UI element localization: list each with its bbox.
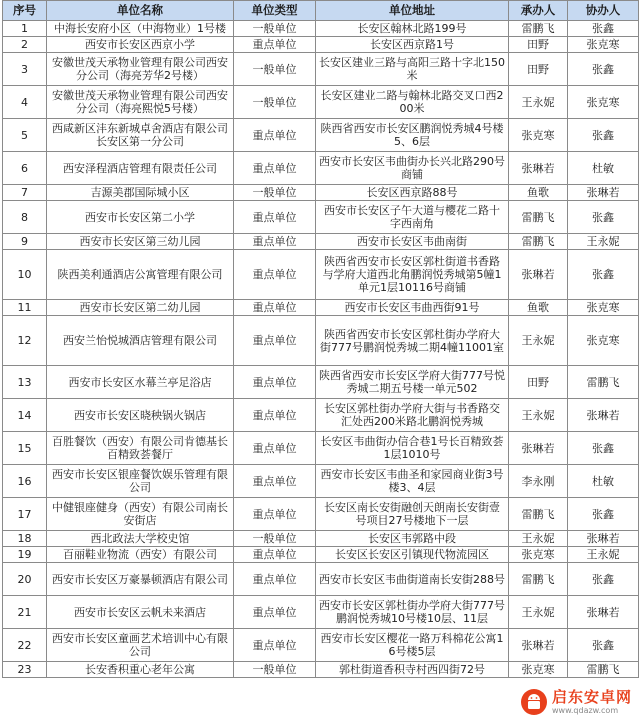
cell-assist: 张鑫 — [568, 563, 639, 596]
cell-address: 西安市长安区韦曲街道南长安街288号 — [316, 563, 509, 596]
cell-assist: 张克寒 — [568, 86, 639, 119]
cell-lead: 雷鹏飞 — [509, 234, 568, 250]
watermark — [518, 684, 636, 720]
cell-assist: 张琳若 — [568, 596, 639, 629]
cell-no: 13 — [3, 366, 47, 399]
cell-type: 一般单位 — [234, 86, 316, 119]
cell-address: 长安区西京路1号 — [316, 37, 509, 53]
cell-name: 安徽世茂天承物业管理有限公司西安分公司（海亮芳华2号楼） — [47, 53, 234, 86]
cell-no: 2 — [3, 37, 47, 53]
cell-no: 12 — [3, 316, 47, 366]
cell-no: 16 — [3, 465, 47, 498]
cell-name: 西北政法大学校史馆 — [47, 531, 234, 547]
cell-assist: 张琳若 — [568, 531, 639, 547]
table-row — [3, 662, 639, 678]
cell-type: 重点单位 — [234, 498, 316, 531]
cell-type: 重点单位 — [234, 201, 316, 234]
cell-lead: 雷鹏飞 — [509, 21, 568, 37]
cell-assist: 张琳若 — [568, 399, 639, 432]
header-assist: 协办人 — [568, 1, 639, 21]
cell-no: 17 — [3, 498, 47, 531]
cell-assist: 张克寒 — [568, 316, 639, 366]
cell-type: 重点单位 — [234, 316, 316, 366]
table-row — [3, 531, 639, 547]
cell-lead: 张克寒 — [509, 662, 568, 678]
cell-name: 西安市长安区云帆未来酒店 — [47, 596, 234, 629]
android-logo-icon — [520, 688, 548, 716]
cell-assist: 张克寒 — [568, 300, 639, 316]
watermark-title: 启东安卓网 — [551, 687, 632, 706]
cell-lead: 张琳若 — [509, 152, 568, 185]
cell-name: 西安市长安区西京小学 — [47, 37, 234, 53]
table-row — [3, 547, 639, 563]
cell-name: 西安兰怡悦城酒店管理有限公司 — [47, 316, 234, 366]
unit-table — [2, 0, 639, 678]
cell-name: 西安市长安区晓秧锅火锅店 — [47, 399, 234, 432]
cell-lead: 张琳若 — [509, 250, 568, 300]
cell-lead: 王永妮 — [509, 316, 568, 366]
table-row — [3, 498, 639, 531]
cell-no: 7 — [3, 185, 47, 201]
table-row — [3, 596, 639, 629]
watermark-url: www.qdazw.com — [551, 705, 619, 715]
table-row — [3, 201, 639, 234]
cell-type: 一般单位 — [234, 531, 316, 547]
cell-address: 长安区韦曲街办信合巷1号长百精致荟1层1010号 — [316, 432, 509, 465]
cell-name: 中健银座健身（西安）有限公司南长安街店 — [47, 498, 234, 531]
cell-type: 重点单位 — [234, 37, 316, 53]
cell-name: 吉源美郡国际城小区 — [47, 185, 234, 201]
cell-assist: 张琳若 — [568, 185, 639, 201]
cell-type: 一般单位 — [234, 53, 316, 86]
cell-address: 陕西省西安市长安区学府大街777号悦秀城二期五号楼一单元502 — [316, 366, 509, 399]
header-no: 序号 — [3, 1, 47, 21]
cell-assist: 张鑫 — [568, 432, 639, 465]
cell-type: 重点单位 — [234, 596, 316, 629]
cell-type: 一般单位 — [234, 185, 316, 201]
cell-address: 长安区郭杜街办学府大街与书香路交汇处西200米路北鹏润悦秀城 — [316, 399, 509, 432]
table-row — [3, 366, 639, 399]
cell-no: 6 — [3, 152, 47, 185]
header-name: 单位名称 — [47, 1, 234, 21]
table-row — [3, 399, 639, 432]
cell-no: 8 — [3, 201, 47, 234]
table-row — [3, 563, 639, 596]
cell-assist: 张鑫 — [568, 201, 639, 234]
cell-no: 14 — [3, 399, 47, 432]
cell-name: 陕西美利通酒店公寓管理有限公司 — [47, 250, 234, 300]
table-row — [3, 432, 639, 465]
cell-assist: 张鑫 — [568, 629, 639, 662]
cell-type: 重点单位 — [234, 465, 316, 498]
cell-name: 西安市长安区第二小学 — [47, 201, 234, 234]
cell-no: 19 — [3, 547, 47, 563]
cell-no: 18 — [3, 531, 47, 547]
cell-address: 长安区翰林北路199号 — [316, 21, 509, 37]
table-row — [3, 185, 639, 201]
cell-lead: 张琳若 — [509, 629, 568, 662]
table-body — [3, 21, 639, 678]
cell-assist: 王永妮 — [568, 234, 639, 250]
cell-type: 重点单位 — [234, 432, 316, 465]
table-row — [3, 119, 639, 152]
cell-lead: 张克寒 — [509, 547, 568, 563]
cell-name: 西安市长安区水幕兰亭足浴店 — [47, 366, 234, 399]
cell-assist: 雷鹏飞 — [568, 366, 639, 399]
cell-no: 11 — [3, 300, 47, 316]
cell-address: 西安市长安区郭杜街办学府大街777号鹏润悦秀城10号楼10层、11层 — [316, 596, 509, 629]
table-header-row — [3, 1, 639, 21]
table-row — [3, 465, 639, 498]
cell-address: 长安区建业二路与翰林北路交叉口西200米 — [316, 86, 509, 119]
cell-lead: 雷鹏飞 — [509, 498, 568, 531]
cell-no: 20 — [3, 563, 47, 596]
cell-lead: 田野 — [509, 53, 568, 86]
cell-address: 郭杜街道香积寺村西四街72号 — [316, 662, 509, 678]
cell-name: 西安泽程酒店管理有限责任公司 — [47, 152, 234, 185]
cell-assist: 张鑫 — [568, 119, 639, 152]
cell-lead: 王永妮 — [509, 596, 568, 629]
cell-name: 安徽世茂天承物业管理有限公司西安分公司（海亮熙悦5号楼） — [47, 86, 234, 119]
cell-no: 5 — [3, 119, 47, 152]
cell-address: 长安区西京路88号 — [316, 185, 509, 201]
cell-lead: 张克寒 — [509, 119, 568, 152]
cell-type: 重点单位 — [234, 547, 316, 563]
cell-address: 长安区韦郭路中段 — [316, 531, 509, 547]
cell-lead: 雷鹏飞 — [509, 563, 568, 596]
cell-name: 西安市长安区银座餐饮娱乐管理有限公司 — [47, 465, 234, 498]
header-lead: 承办人 — [509, 1, 568, 21]
table-row — [3, 37, 639, 53]
cell-address: 陕西省西安市长安区郭杜街办学府大街777号鹏润悦秀城二期4幢11001室 — [316, 316, 509, 366]
table-row — [3, 316, 639, 366]
cell-lead: 田野 — [509, 366, 568, 399]
cell-type: 重点单位 — [234, 234, 316, 250]
cell-no: 1 — [3, 21, 47, 37]
cell-lead: 鱼歌 — [509, 185, 568, 201]
cell-name: 西安市长安区第三幼儿园 — [47, 234, 234, 250]
cell-address: 西安市长安区韦曲西街91号 — [316, 300, 509, 316]
cell-type: 重点单位 — [234, 563, 316, 596]
cell-address: 长安区建业三路与高阳三路十字北150米 — [316, 53, 509, 86]
cell-type: 重点单位 — [234, 366, 316, 399]
cell-address: 西安市长安区韦曲圣和家园商业街3号楼3、4层 — [316, 465, 509, 498]
cell-name: 西咸新区沣东新城卓舍酒店有限公司长安区第一分公司 — [47, 119, 234, 152]
cell-assist: 雷鹏飞 — [568, 662, 639, 678]
cell-no: 15 — [3, 432, 47, 465]
cell-no: 23 — [3, 662, 47, 678]
cell-address: 长安区南长安街融创天朗南长安街壹号项目27号楼地下一层 — [316, 498, 509, 531]
cell-name: 西安市长安区万豪暴顿酒店有限公司 — [47, 563, 234, 596]
cell-no: 21 — [3, 596, 47, 629]
cell-address: 西安市长安区韦曲街办长兴北路290号商铺 — [316, 152, 509, 185]
table-row — [3, 300, 639, 316]
header-type: 单位类型 — [234, 1, 316, 21]
cell-name: 长安香积重心老年公寓 — [47, 662, 234, 678]
cell-address: 西安市长安区韦曲南街 — [316, 234, 509, 250]
cell-name: 西安市长安区童画艺术培训中心有限公司 — [47, 629, 234, 662]
table-row — [3, 629, 639, 662]
cell-address: 西安市长安区樱花一路万科棉花公寓16号楼5层 — [316, 629, 509, 662]
table-row — [3, 86, 639, 119]
cell-lead: 王永妮 — [509, 86, 568, 119]
table-row — [3, 250, 639, 300]
cell-assist: 张鑫 — [568, 250, 639, 300]
cell-lead: 张琳若 — [509, 432, 568, 465]
cell-type: 一般单位 — [234, 662, 316, 678]
cell-assist: 张鑫 — [568, 21, 639, 37]
table-row — [3, 53, 639, 86]
cell-no: 4 — [3, 86, 47, 119]
table-row — [3, 21, 639, 37]
header-address: 单位地址 — [316, 1, 509, 21]
cell-assist: 王永妮 — [568, 547, 639, 563]
cell-address: 长安区长安区引镇现代物流园区 — [316, 547, 509, 563]
cell-type: 一般单位 — [234, 21, 316, 37]
cell-lead: 李永刚 — [509, 465, 568, 498]
cell-address: 陕西省西安市长安区鹏润悦秀城4号楼5、6层 — [316, 119, 509, 152]
table-row — [3, 152, 639, 185]
cell-name: 中海长安府小区（中海物业）1号楼 — [47, 21, 234, 37]
cell-type: 重点单位 — [234, 250, 316, 300]
cell-type: 重点单位 — [234, 119, 316, 152]
cell-address: 陕西省西安市长安区郭杜街道书香路与学府大道西北角鹏润悦秀城第5幢1单元1层10116号商铺 — [316, 250, 509, 300]
cell-no: 9 — [3, 234, 47, 250]
cell-type: 重点单位 — [234, 399, 316, 432]
cell-name: 百丽鞋业物流（西安）有限公司 — [47, 547, 234, 563]
cell-type: 重点单位 — [234, 152, 316, 185]
cell-assist: 杜敏 — [568, 465, 639, 498]
cell-lead: 雷鹏飞 — [509, 201, 568, 234]
cell-assist: 张克寒 — [568, 37, 639, 53]
cell-assist: 杜敏 — [568, 152, 639, 185]
cell-lead: 鱼歌 — [509, 300, 568, 316]
cell-no: 3 — [3, 53, 47, 86]
cell-lead: 田野 — [509, 37, 568, 53]
cell-no: 10 — [3, 250, 47, 300]
cell-assist: 张鑫 — [568, 53, 639, 86]
cell-name: 百胜餐饮（西安）有限公司肯德基长百精致荟餐厅 — [47, 432, 234, 465]
table-row — [3, 234, 639, 250]
cell-name: 西安市长安区第二幼儿园 — [47, 300, 234, 316]
cell-address: 西安市长安区子午大道与樱花二路十字西南角 — [316, 201, 509, 234]
cell-no: 22 — [3, 629, 47, 662]
cell-lead: 王永妮 — [509, 399, 568, 432]
cell-type: 重点单位 — [234, 629, 316, 662]
cell-type: 重点单位 — [234, 300, 316, 316]
cell-lead: 王永妮 — [509, 531, 568, 547]
cell-assist: 张鑫 — [568, 498, 639, 531]
